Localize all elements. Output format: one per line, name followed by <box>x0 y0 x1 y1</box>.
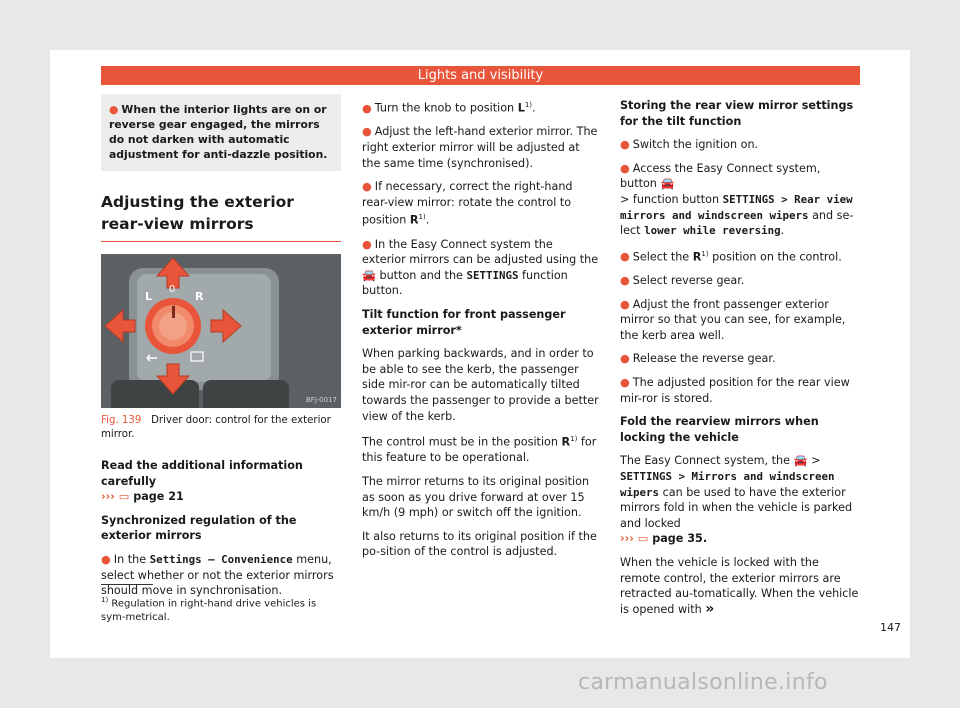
car-menu-icon: 🚘 <box>660 177 675 191</box>
column-2 <box>362 98 600 568</box>
bullet-icon: ● <box>620 376 630 390</box>
store-step-4: ● Select reverse gear. <box>620 274 745 288</box>
mirror-control-illustration <box>101 254 341 408</box>
book-icon[interactable]: ▭ <box>637 532 649 546</box>
page-header: Lights and visibility <box>101 66 860 85</box>
fold-paragraph-1: The Easy Connect system, the 🚘 > SETTINGS > Mirrors and windscreen wipers can be used to have the exterior mirrors fold in when the vehicle is parked and locked ››› ▭ page 35. <box>620 454 853 546</box>
figure-mirror-control <box>101 254 341 408</box>
watermark: carmanualsonline.info <box>578 670 828 695</box>
car-menu-icon: 🚘 <box>793 454 808 468</box>
bullet-icon: ● <box>101 552 111 566</box>
bullet-icon: ● <box>620 250 630 264</box>
tilt-heading: Tilt function for front passenger exterior mirror* <box>362 308 566 337</box>
tilt-paragraph-2: The control must be in the position $R^{1)}$ for this feature to be operational. <box>362 435 597 465</box>
bullet-icon: ● <box>620 161 630 175</box>
store-step-5: ● Adjust the front passenger exterior mirror so that you can see, for example, the kerb area well. <box>620 297 846 342</box>
section-heading: Adjusting the exterior rear-view mirrors <box>101 191 341 242</box>
sync-bullet: ● In the Settings – Convenience menu, select whether or not the exterior mirrors should move in synchronisation. <box>101 552 334 598</box>
store-step-6: ● Release the reverse gear. <box>620 352 776 366</box>
label-l: L <box>145 290 153 303</box>
store-step-7: ● The adjusted position for the rear view mir-ror is stored. <box>620 376 850 405</box>
fold-heading: Fold the rearview mirrors when locking the vehicle <box>620 415 819 444</box>
bullet-icon: ● <box>620 138 630 152</box>
bullet-icon: ● <box>109 103 119 116</box>
bullet-icon: ● <box>362 180 372 194</box>
continue-marker: » <box>705 600 715 617</box>
label-r: R <box>195 290 204 303</box>
column-3 <box>620 98 860 625</box>
page-link[interactable]: page 21 <box>129 490 184 504</box>
figure-caption: Fig. 139 Driver door: control for the exterior mirror. <box>101 415 331 440</box>
page-link[interactable]: page 35. <box>648 532 708 546</box>
figure-code: BFJ-0017 <box>306 396 337 404</box>
store-step-3: ● Select the $R^{1)}$ position on the control. <box>620 249 842 264</box>
footnote-divider <box>101 584 153 585</box>
bullet-icon: ● <box>620 297 630 311</box>
column-1 <box>101 94 341 607</box>
tilt-paragraph-3: The mirror returns to its original position as soon as you drive forward at over 15 km/h (9 mph) or switch off the ignition. <box>362 475 590 520</box>
store-heading: Storing the rear view mirror settings for the tilt function <box>620 99 854 128</box>
sync-heading: Synchronized regulation of the exterior mirrors <box>101 513 297 543</box>
step-2: ● Adjust the left-hand exterior mirror. The right exterior mirror will be adjusted at the same time (synchronised). <box>362 125 598 170</box>
bullet-icon: ● <box>362 125 372 139</box>
label-zero: 0 <box>169 284 176 295</box>
fold-paragraph-2: When the vehicle is locked with the remote control, the exterior mirrors are retracted au-tomatically. When the vehicle is opened with » <box>620 555 859 617</box>
page-number: 147 <box>880 621 901 634</box>
note-box: ● When the interior lights are on or reverse gear engaged, the mirrors do not darken with automatic adjustment for anti-dazzle position. <box>101 94 341 171</box>
read-info: Read the additional information carefully ››› ▭ page 21 <box>101 459 303 504</box>
step-4: ● In the Easy Connect system the exterior mirrors can be adjusted using the 🚘 button and the SETTINGS function button. <box>362 237 599 298</box>
tilt-paragraph-4: It also returns to its original position if the po-sition of the control is adjusted. <box>362 529 597 559</box>
store-step-2: ● Access the Easy Connect system, button 🚘 > function button SETTINGS > Rear view mirrors and windscreen wipers and se-lect lower while reversing. <box>620 161 854 238</box>
step-1: ● Turn the knob to position $L^{1)}$. <box>362 101 536 115</box>
bullet-icon: ● <box>362 237 372 251</box>
store-step-1: ● Switch the ignition on. <box>620 138 759 152</box>
bullet-icon: ● <box>362 101 372 115</box>
footnote: $^{1)}$ Regulation in right-hand drive vehicles is sym-metrical. <box>101 596 317 624</box>
step-3: ● If necessary, correct the right-hand rear-view mirror: rotate the control to position $R^{1)}$. <box>362 180 573 228</box>
tilt-paragraph-1: When parking backwards, and in order to be able to see the kerb, the passenger side mir-ror can be automatically tilted towards the passenger to provide a better view of the kerb. <box>362 347 599 423</box>
bullet-icon: ● <box>620 274 630 288</box>
car-menu-icon: 🚘 <box>362 268 376 282</box>
bullet-icon: ● <box>620 352 630 366</box>
book-icon[interactable]: ▭ <box>118 490 130 504</box>
